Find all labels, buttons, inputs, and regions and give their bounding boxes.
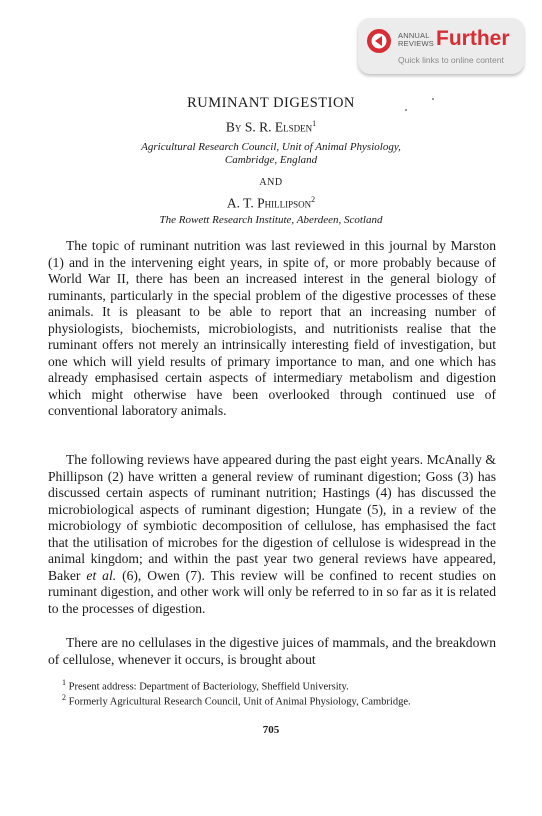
page-number: 705: [262, 724, 280, 736]
affiliation-2: The Rowett Research Institute, Aberdeen, Scotland: [159, 214, 383, 226]
author-2: A. T. Phillipson$^2$: [226, 195, 316, 211]
footnote-2: $^2$ Formerly Agricultural Research Council, Unit of Animal Physiology, Cambridge.: [62, 693, 411, 708]
annual-reviews-label: ANNUAL REVIEWS: [398, 31, 434, 48]
body-paragraph-1: The topic of ruminant nutrition was last reviewed in this journal by Marston (1) and in the intervening eight years, in spite of, or more probably because of World War II, there has been an increased interest in the general biology of ruminants, particularly in the special problem of the digestive processes of these animals. It is pleasant to be able to report that an increasing number of physiologists, biochemists, microbiologists, and nutritionists realise that the ruminant offers not merely an intrinsically interesting field of investigation, but one which will yield results of primary importance to man, and one which has already emphasised certain aspects of intermediary metabolism and digestion which might otherwise have been overlooked through continued use of conventional laboratory animals.: [48, 238, 496, 419]
further-label: Further: [436, 27, 510, 50]
body-paragraph-2: The following reviews have appeared during the past eight years. McAnally & Phillipson (2) have written a general review of ruminant digestion; Goss (3) has discussed certain aspects of ruminant nutrition; Hastings (4) has discussed the microbiological aspects of ruminant digestion; Hungate (5), in a review of the microbiology of symbiotic decomposition of cellulose, has emphasised the fact that the utilisation of microbes for the digestion of cellulose is widespread in the animal kingdom; and within the past year two general reviews have appeared, Baker et al. (6), Owen (7). This review will be confined to recent studies on ruminant digestion, and other work will only be referred to in so far as it is related to the processes of digestion.: [48, 452, 496, 616]
quick-links-text[interactable]: Quick links to online content: [398, 55, 504, 65]
further-banner[interactable]: [358, 18, 524, 74]
affiliation-1: Agricultural Research Council, Unit of Animal Physiology, Cambridge, England: [141, 141, 401, 166]
author-1: By S. R. Elsden$^1$: [225, 119, 317, 135]
annual-reviews-logo-icon: [366, 28, 392, 54]
footnote-1: $^1$ Present address: Department of Bacteriology, Sheffield University.: [62, 678, 349, 693]
article-title: RUMINANT DIGESTION: [187, 95, 355, 111]
and-separator: AND: [259, 177, 283, 188]
body-paragraph-3: There are no cellulases in the digestive juices of mammals, and the breakdown of cellulose, whenever it occurs, is brought about: [48, 635, 496, 667]
